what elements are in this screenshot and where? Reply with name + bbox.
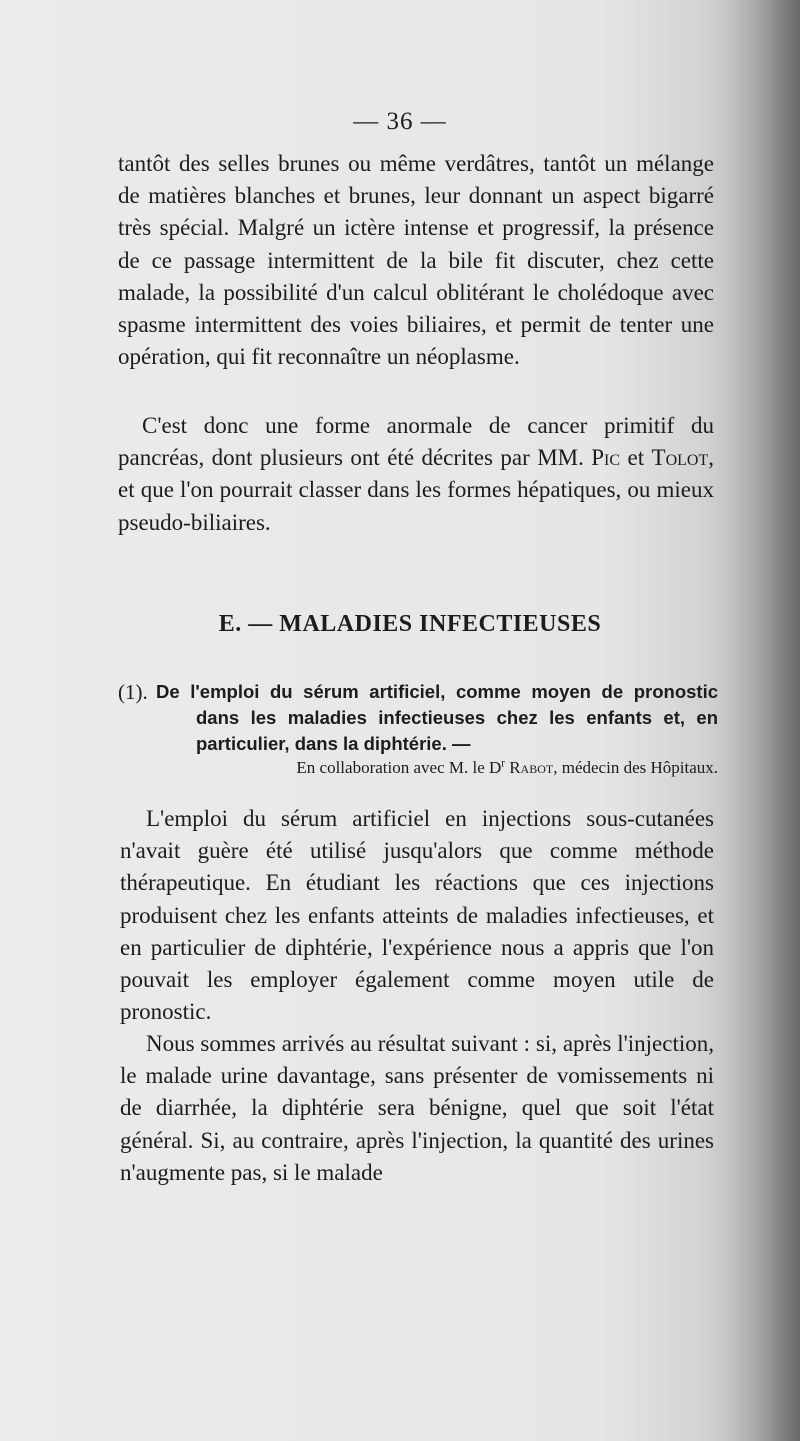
paragraph-text: , et que l'on pourrait classer dans les formes hépatiques, ou mieux pseudo-biliaires. [118,445,714,535]
page-spine-shadow [730,0,800,1441]
paragraph-text: et [620,445,652,471]
page-number: — 36 — [353,108,447,135]
author-name-pic: Pic [591,445,621,471]
collab-name: Rabot [509,758,554,777]
author-name-tolot: Tolot [651,445,709,471]
entry-title: De l'emploi du sérum artificiel, comme moyen de pronostic dans les maladies infectieuses chez les enfants et, en particulier, dans la diphtérie. — [156,681,718,754]
paragraph-text: C'est donc une forme anormale de cancer primitif du pancréas, dont plusieurs ont été décrites par MM. [118,413,714,471]
collab-superscript: r [501,757,505,770]
entry-collaboration [156,757,718,779]
entry-number: (1). [118,680,148,704]
paragraph-pancreas-cancer [118,410,714,539]
paragraph-result: Nous sommes arrivés au résultat suivant : si, après l'injection, le malade urine davantage, sans présenter de vomissements ni de diarrhée, la diphtérie sera bénigne, quel que soit l'état général. Si, au contraire, après l'injection, la quantité des urines n'augmente pas, si le malade [120,1031,714,1185]
paragraph-continuation: tantôt des selles brunes ou même verdâtres, tantôt un mélange de matières blanches et brunes, leur donnant un aspect bigarré très spécial. Malgré un ictère intense et progressif, la présence de ce passage intermittent de la bile fit discuter, chez cette malade, la possibilité d'un calcul oblitérant le cholédoque avec spasme intermittent des voies biliaires, et permit de tenter une opération, qui fit reconnaître un néoplasme. [118,151,714,370]
bibliography-entry [118,679,718,779]
collab-prefix: En collaboration avec M. le D [296,758,502,777]
section-heading: E. — MALADIES INFECTIEUSES [218,611,602,637]
collab-suffix: , médecin des Hôpitaux. [553,758,718,777]
paragraph-serum-intro: L'emploi du sérum artificiel en injections sous-cutanées n'avait guère été utilisé jusqu'alors que comme méthode thérapeutique. En étudiant les réactions que ces injections produisent chez les enfants atteints de maladies infectieuses, et en particulier de diphtérie, l'expérience nous a appris que l'on pouvait les employer également comme moyen utile de pronostic. [120,806,714,1025]
